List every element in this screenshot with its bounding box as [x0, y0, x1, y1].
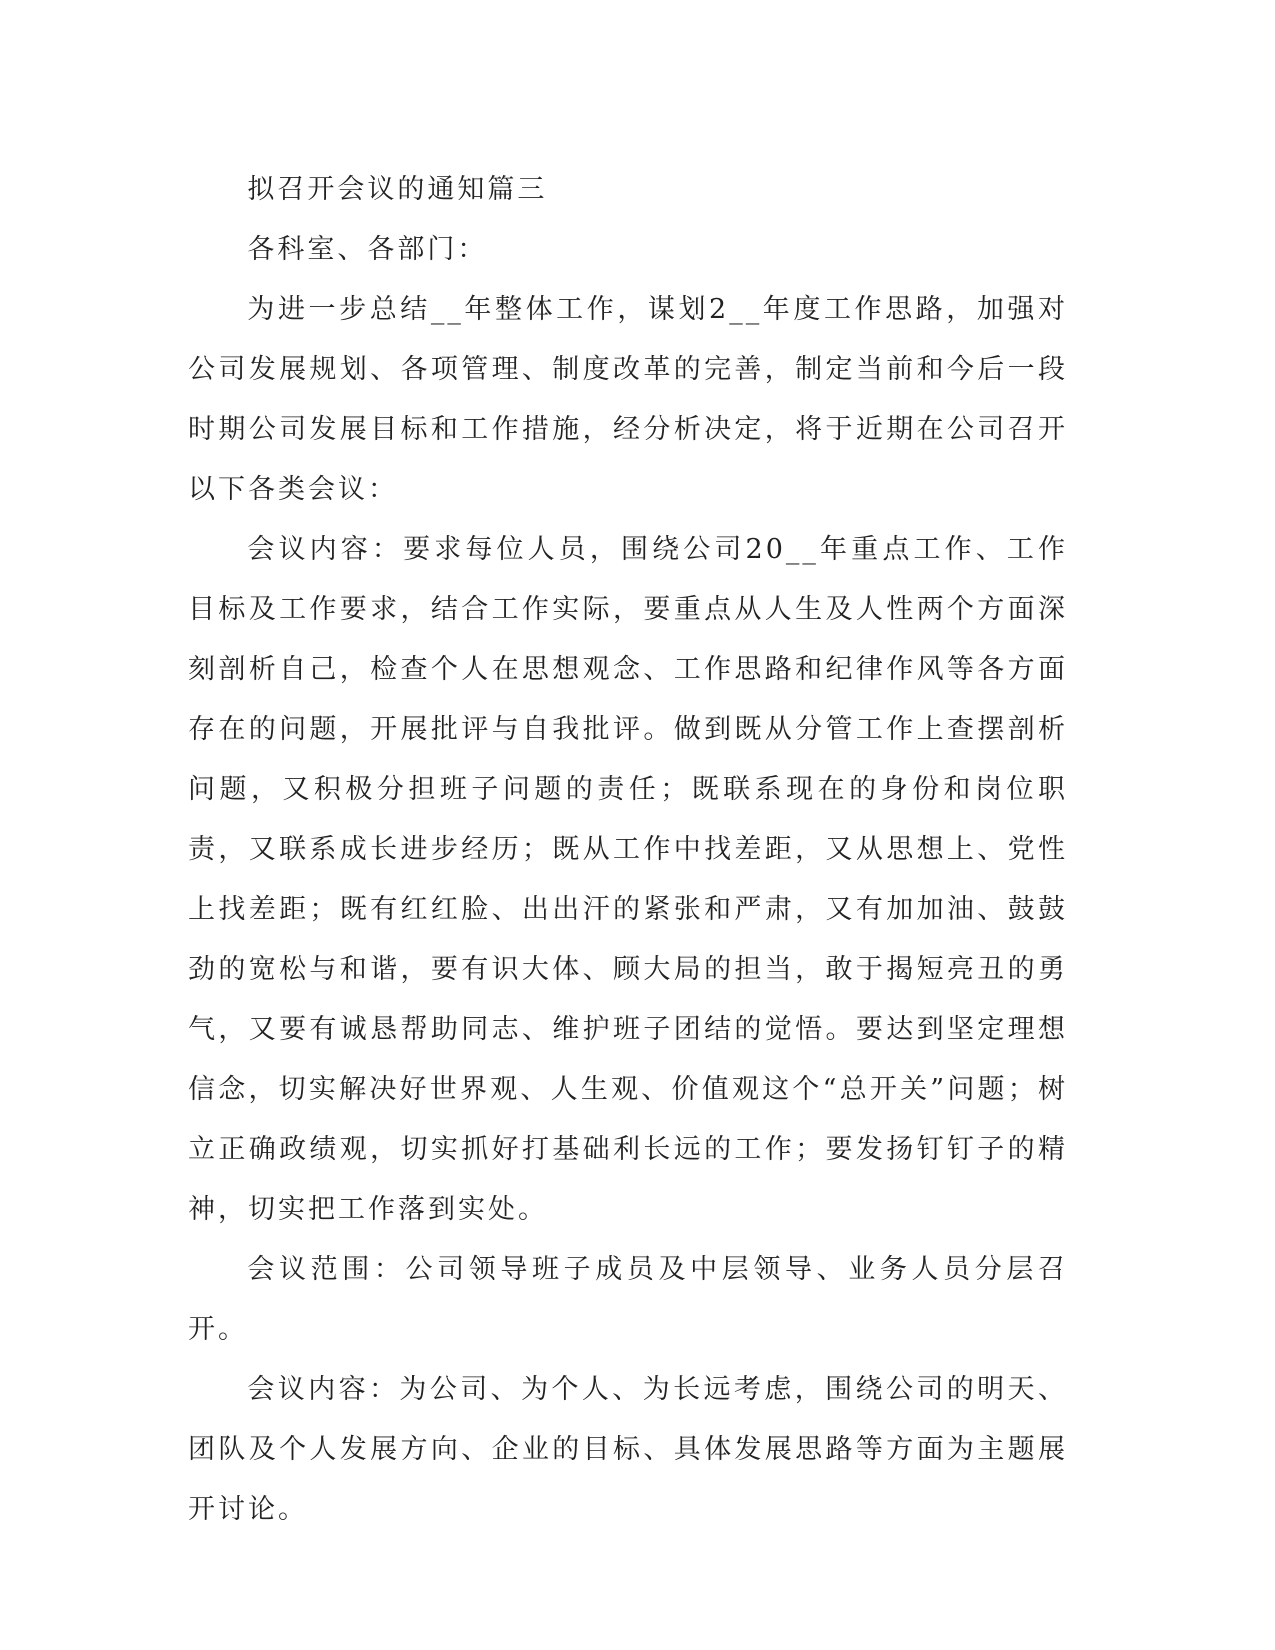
- paragraph-meeting-content: 会议内容：要求每位人员，围绕公司20__年重点工作、工作目标及工作要求，结合工作实际，要重点从人生及人性两个方面深刻剖析自己，检查个人在思想观念、工作思路和纪律作风等各方面存在的问题，开展批评与自我批评。做到既从分管工作上查摆剖析问题，又积极分担班子问题的责任；既联系现在的身份和岗位职责，又联系成长进步经历；既从工作中找差距，又从思想上、党性上找差距；既有红红脸、出出汗的紧张和严肃，又有加加油、鼓鼓劲的宽松与和谐，要有识大体、顾大局的担当，敢于揭短亮丑的勇气，又要有诚恳帮助同志、维护班子团结的觉悟。要达到坚定理想信念，切实解决好世界观、人生观、价值观这个“总开关”问题；树立正确政绩观，切实抓好打基础利长远的工作；要发扬钉钉子的精神，切实把工作落到实处。: [188, 534, 1068, 1225]
- paragraph-intro: 为进一步总结__年整体工作，谋划2__年度工作思路，加强对公司发展规划、各项管理、制度改革的完善，制定当前和今后一段时期公司发展目标和工作措施，经分析决定，将于近期在公司召开以下各类会议：: [188, 294, 1068, 505]
- paragraph-meeting-scope: 会议范围：公司领导班子成员及中层领导、业务人员分层召开。: [188, 1254, 1068, 1345]
- paragraph-meeting-content-2: 会议内容：为公司、为个人、为长远考虑，围绕公司的明天、团队及个人发展方向、企业的目标、具体发展思路等方面为主题展开讨论。: [188, 1374, 1068, 1525]
- document-title: 拟召开会议的通知篇三: [247, 174, 548, 205]
- document-body: [188, 160, 1068, 1540]
- salutation: 各科室、各部门：: [247, 234, 488, 265]
